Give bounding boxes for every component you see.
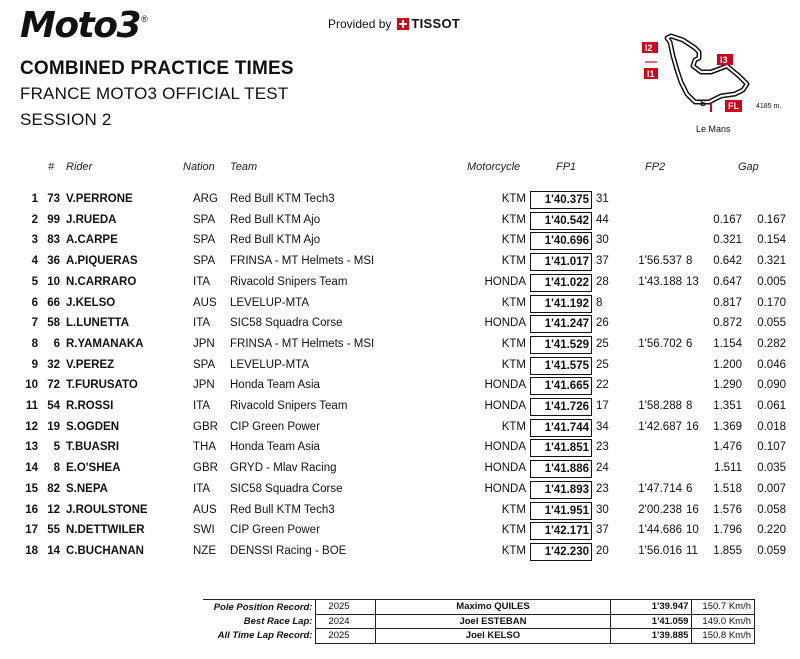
position-cell: 11 <box>25 400 38 412</box>
col-header-motorcycle: Motorcycle <box>467 161 521 173</box>
gap-previous-cell: 0.055 <box>757 317 786 330</box>
gap-first-cell: 1.855 <box>713 544 742 557</box>
fp1-laps-cell: 25 <box>596 337 609 350</box>
team-cell: GRYD - Mlav Racing <box>230 462 337 475</box>
fp1-laps-cell: 44 <box>596 213 609 226</box>
record-year: 2025 <box>316 600 376 615</box>
nation-cell: THA <box>193 441 216 454</box>
fp2-time-cell: 1'56.016 <box>638 544 682 557</box>
rider-number-cell: 12 <box>47 503 60 516</box>
rider-name-cell: T.BUASRI <box>66 441 120 454</box>
rider-number-cell: 83 <box>47 234 60 247</box>
fp1-laps-cell: 30 <box>596 503 609 516</box>
motorcycle-cell: KTM <box>501 213 526 226</box>
gap-previous-cell: 0.007 <box>757 482 786 495</box>
motorcycle-cell: HONDA <box>484 482 526 495</box>
record-label: Pole Position Record: <box>203 600 316 615</box>
rider-name-cell: S.OGDEN <box>66 420 120 433</box>
rider-name-cell: E.O'SHEA <box>66 462 121 475</box>
fp1-time-cell: 1'42.230 <box>530 543 592 561</box>
record-row <box>203 629 755 644</box>
table-row <box>0 273 800 293</box>
team-cell: FRINSA - MT Helmets - MSI <box>230 255 375 268</box>
motorcycle-cell: HONDA <box>484 379 526 392</box>
track-outline <box>667 36 747 102</box>
gap-previous-cell: 0.061 <box>757 400 786 412</box>
rider-number-cell: 72 <box>47 379 60 392</box>
motorcycle-cell: HONDA <box>484 275 526 288</box>
position-cell: 8 <box>31 337 38 350</box>
table-row <box>0 314 800 334</box>
motorcycle-cell: KTM <box>501 420 526 433</box>
fp2-time-cell: 1'44.686 <box>638 524 682 537</box>
table-row <box>0 335 800 355</box>
team-cell: Honda Team Asia <box>230 441 320 454</box>
gap-previous-cell: 0.058 <box>757 503 786 516</box>
fp2-laps-cell: 10 <box>686 524 699 537</box>
rider-number-cell: 5 <box>53 441 60 454</box>
rider-name-cell: C.BUCHANAN <box>66 544 144 557</box>
nation-cell: ITA <box>193 275 211 288</box>
gap-first-cell: 1.154 <box>713 337 742 350</box>
fp1-laps-cell: 8 <box>596 296 603 309</box>
rider-name-cell: N.DETTWILER <box>66 524 145 537</box>
rider-name-cell: J.ROULSTONE <box>66 503 148 516</box>
sector-label-i2 <box>642 42 658 53</box>
records-table <box>203 599 755 644</box>
tissot-logo <box>397 16 460 31</box>
motorcycle-cell: HONDA <box>484 317 526 330</box>
gap-previous-cell: 0.170 <box>757 296 786 309</box>
record-label: Best Race Lap: <box>243 615 313 627</box>
fp1-time-cell: 1'41.665 <box>530 377 592 395</box>
position-cell: 14 <box>25 462 38 475</box>
fp2-time-cell: 1'42.687 <box>638 420 682 433</box>
table-row <box>0 459 800 479</box>
motorcycle-cell: KTM <box>501 358 526 371</box>
rider-name-cell: A.CARPE <box>66 234 118 247</box>
col-header-fp1: FP1 <box>556 161 577 173</box>
motorcycle-cell: KTM <box>501 234 526 247</box>
record-speed: 149.0 Km/h <box>692 614 755 629</box>
fp1-time-cell: 1'41.017 <box>530 253 592 271</box>
team-cell: Rivacold Snipers Team <box>230 275 348 288</box>
fp1-laps-cell: 34 <box>596 420 609 433</box>
rider-name-cell: S.NEPA <box>66 482 108 495</box>
fp1-laps-cell: 28 <box>596 275 609 288</box>
table-row <box>0 190 800 210</box>
provided-by-label: Provided by <box>328 16 392 31</box>
rider-number-cell: 19 <box>47 420 60 433</box>
fp2-time-cell: 1'58.288 <box>638 400 682 412</box>
nation-cell: ITA <box>193 317 211 330</box>
rider-number-cell: 8 <box>53 462 60 475</box>
fp1-time-cell: 1'41.893 <box>530 481 592 499</box>
nation-cell: GBR <box>193 462 218 475</box>
rider-number-cell: 32 <box>47 358 60 371</box>
session-title: SESSION 2 <box>20 110 112 129</box>
fp1-time-cell: 1'41.886 <box>530 460 592 478</box>
fp1-time-cell: 1'41.744 <box>530 419 592 437</box>
team-cell: Red Bull KTM Tech3 <box>230 503 335 516</box>
svg-text:I2: I2 <box>645 43 653 53</box>
fp2-laps-cell: 13 <box>686 275 699 288</box>
fp2-time-cell: 2'00.238 <box>638 503 682 516</box>
fp1-time-cell: 1'41.951 <box>530 502 592 520</box>
sector-label-i1 <box>644 68 658 79</box>
rider-name-cell: J.RUEDA <box>66 213 117 226</box>
record-time: 1'39.885 <box>610 629 692 644</box>
table-row <box>0 252 800 272</box>
team-cell: CIP Green Power <box>230 524 320 537</box>
table-row <box>0 211 800 231</box>
fp1-time-cell: 1'40.696 <box>530 232 592 250</box>
fp2-time-cell: 1'56.537 <box>638 255 682 268</box>
rider-name-cell: A.PIQUERAS <box>66 255 138 268</box>
team-cell: Honda Team Asia <box>230 379 320 392</box>
nation-cell: ITA <box>193 482 211 495</box>
table-row <box>0 501 800 521</box>
nation-cell: AUS <box>193 503 217 516</box>
team-cell: LEVELUP-MTA <box>230 296 310 309</box>
track-length: 4185 m. <box>756 103 782 110</box>
position-cell: 10 <box>25 379 38 392</box>
fp2-laps-cell: 6 <box>686 482 693 495</box>
position-cell: 15 <box>25 482 38 495</box>
record-row <box>203 614 755 629</box>
rider-name-cell: R.YAMANAKA <box>66 337 144 350</box>
fp1-laps-cell: 22 <box>596 379 609 392</box>
nation-cell: SPA <box>193 255 216 268</box>
gap-previous-cell: 0.005 <box>757 275 786 288</box>
gap-previous-cell: 0.220 <box>757 524 786 537</box>
fp2-laps-cell: 8 <box>686 255 693 268</box>
start-label: S <box>700 98 707 108</box>
sponsor-credit <box>328 16 460 31</box>
record-rider: Joel KELSO <box>376 629 611 644</box>
team-cell: FRINSA - MT Helmets - MSI <box>230 337 375 350</box>
gap-previous-cell: 0.046 <box>757 358 786 371</box>
fp2-laps-cell: 16 <box>686 420 699 433</box>
fp1-time-cell: 1'41.192 <box>530 295 592 313</box>
nation-cell: SPA <box>193 234 216 247</box>
record-rider: Joel ESTEBAN <box>376 614 611 629</box>
fp2-laps-cell: 6 <box>686 337 693 350</box>
fp2-time-cell: 1'43.188 <box>638 275 682 288</box>
fp1-time-cell: 1'41.247 <box>530 315 592 333</box>
fp1-time-cell: 1'40.375 <box>530 191 592 209</box>
gap-first-cell: 1.200 <box>713 358 742 371</box>
gap-first-cell: 1.518 <box>713 482 742 495</box>
rider-number-cell: 54 <box>47 400 60 412</box>
nation-cell: GBR <box>193 420 218 433</box>
gap-first-cell: 1.576 <box>713 503 742 516</box>
track-name: Le Mans <box>696 124 731 134</box>
position-cell: 17 <box>25 524 38 537</box>
fp1-laps-cell: 37 <box>596 524 609 537</box>
rider-name-cell: V.PEREZ <box>66 358 115 371</box>
gap-previous-cell: 0.059 <box>757 544 786 557</box>
fp1-time-cell: 1'41.022 <box>530 274 592 292</box>
gap-previous-cell: 0.090 <box>757 379 786 392</box>
nation-cell: SPA <box>193 213 216 226</box>
page-title: COMBINED PRACTICE TIMES <box>20 58 294 79</box>
nation-cell: JPN <box>193 337 215 350</box>
position-cell: 1 <box>31 193 38 205</box>
rider-name-cell: L.LUNETTA <box>66 317 130 330</box>
team-cell: DENSSI Racing - BOE <box>230 544 347 557</box>
fp1-time-cell: 1'41.726 <box>530 398 592 416</box>
record-year: 2024 <box>316 614 376 629</box>
fp2-laps-cell: 11 <box>686 544 698 557</box>
fp1-laps-cell: 17 <box>596 400 609 412</box>
col-header-nation: Nation <box>183 161 215 173</box>
fp1-time-cell: 1'41.575 <box>530 357 592 375</box>
motorcycle-cell: KTM <box>501 337 526 350</box>
position-cell: 6 <box>31 296 38 309</box>
table-row <box>0 480 800 500</box>
rider-number-cell: 82 <box>47 482 60 495</box>
rider-number-cell: 55 <box>47 524 60 537</box>
position-cell: 13 <box>25 441 38 454</box>
position-cell: 12 <box>25 420 38 433</box>
finish-line-label <box>725 100 742 112</box>
fp1-laps-cell: 24 <box>596 462 609 475</box>
col-header-fp2: FP2 <box>645 161 666 173</box>
rider-name-cell: J.KELSO <box>66 296 116 309</box>
gap-previous-cell: 0.321 <box>757 255 786 268</box>
col-header-team: Team <box>230 161 258 173</box>
team-cell: Red Bull KTM Ajo <box>230 234 321 247</box>
fp2-time-cell: 1'56.702 <box>638 337 682 350</box>
table-row <box>0 294 800 314</box>
rider-name-cell: N.CARRARO <box>66 275 137 288</box>
motorcycle-cell: KTM <box>501 503 526 516</box>
col-header-gap: Gap <box>738 161 759 173</box>
gap-previous-cell: 0.035 <box>757 462 786 475</box>
fp1-laps-cell: 20 <box>596 544 609 557</box>
team-cell: Red Bull KTM Tech3 <box>230 193 335 205</box>
gap-first-cell: 0.321 <box>713 234 742 247</box>
rider-number-cell: 66 <box>47 296 60 309</box>
fp1-laps-cell: 23 <box>596 482 609 495</box>
rider-number-cell: 58 <box>47 317 60 330</box>
motorcycle-cell: KTM <box>501 544 526 557</box>
team-cell: Rivacold Snipers Team <box>230 400 348 412</box>
team-cell: CIP Green Power <box>230 420 320 433</box>
position-cell: 5 <box>31 275 38 288</box>
rider-number-cell: 73 <box>47 193 60 205</box>
motorcycle-cell: KTM <box>501 296 526 309</box>
motorcycle-cell: HONDA <box>484 441 526 454</box>
gap-first-cell: 1.369 <box>713 420 742 433</box>
fp1-laps-cell: 23 <box>596 441 609 454</box>
position-cell: 4 <box>31 255 38 268</box>
gap-previous-cell: 0.167 <box>757 213 786 226</box>
record-row <box>203 600 755 615</box>
rider-number-cell: 10 <box>47 275 60 288</box>
fp1-time-cell: 1'42.171 <box>530 522 592 540</box>
position-cell: 2 <box>31 213 38 226</box>
team-cell: SIC58 Squadra Corse <box>230 482 343 495</box>
nation-cell: ITA <box>193 400 211 412</box>
rider-number-cell: 14 <box>47 544 60 557</box>
fp1-time-cell: 1'41.851 <box>530 439 592 457</box>
nation-cell: JPN <box>193 379 215 392</box>
gap-first-cell: 0.647 <box>713 275 742 288</box>
fp2-time-cell: 1'47.714 <box>638 482 682 495</box>
col-header-pos: # <box>48 161 55 173</box>
gap-first-cell: 1.351 <box>713 400 742 412</box>
position-cell: 16 <box>25 503 38 516</box>
swiss-cross-icon <box>397 18 409 30</box>
record-time: 1'41.059 <box>610 614 692 629</box>
nation-cell: AUS <box>193 296 217 309</box>
table-row <box>0 438 800 458</box>
motorcycle-cell: KTM <box>501 524 526 537</box>
gap-first-cell: 0.817 <box>713 296 742 309</box>
fp1-laps-cell: 25 <box>596 358 609 371</box>
rider-number-cell: 36 <box>47 255 60 268</box>
motorcycle-cell: KTM <box>501 193 526 205</box>
sector-label-i3 <box>717 54 733 65</box>
rider-name-cell: R.ROSSI <box>66 400 114 412</box>
nation-cell: NZE <box>193 544 216 557</box>
gap-first-cell: 0.642 <box>713 255 742 268</box>
nation-cell: SPA <box>193 358 216 371</box>
logo-text: Moto3 <box>20 5 141 46</box>
gap-previous-cell: 0.282 <box>757 337 786 350</box>
fp1-time-cell: 1'41.529 <box>530 336 592 354</box>
nation-cell: ARG <box>193 193 218 205</box>
gap-first-cell: 1.290 <box>713 379 742 392</box>
table-row <box>0 418 800 438</box>
gap-first-cell: 1.511 <box>714 462 742 475</box>
fp2-laps-cell: 8 <box>686 400 693 412</box>
svg-text:FL: FL <box>728 101 739 111</box>
fp1-laps-cell: 30 <box>596 234 609 247</box>
fp1-time-cell: 1'40.542 <box>530 212 592 230</box>
position-cell: 3 <box>31 234 38 247</box>
logo-trademark: ® <box>141 14 148 24</box>
svg-text:I3: I3 <box>720 55 728 65</box>
position-cell: 18 <box>25 544 38 557</box>
table-row <box>0 231 800 251</box>
table-row <box>0 376 800 396</box>
table-row <box>0 397 800 417</box>
position-cell: 9 <box>31 358 38 371</box>
fp1-laps-cell: 26 <box>596 317 609 330</box>
col-header-rider: Rider <box>66 161 93 173</box>
team-cell: SIC58 Squadra Corse <box>230 317 343 330</box>
table-row <box>0 542 800 562</box>
gap-first-cell: 0.872 <box>713 317 742 330</box>
nation-cell: SWI <box>193 524 215 537</box>
motorcycle-cell: KTM <box>501 255 526 268</box>
event-title: FRANCE MOTO3 OFFICIAL TEST <box>20 84 289 103</box>
gap-previous-cell: 0.107 <box>757 441 786 454</box>
moto3-logo <box>20 4 147 46</box>
motorcycle-cell: HONDA <box>484 400 526 412</box>
motorcycle-cell: HONDA <box>484 462 526 475</box>
fp1-laps-cell: 37 <box>596 255 609 268</box>
svg-text:I1: I1 <box>647 69 655 79</box>
record-speed: 150.7 Km/h <box>692 600 755 615</box>
team-cell: Red Bull KTM Ajo <box>230 213 321 226</box>
gap-first-cell: 1.476 <box>713 441 742 454</box>
table-row <box>0 521 800 541</box>
fp2-laps-cell: 16 <box>686 503 699 516</box>
table-row <box>0 356 800 376</box>
record-label: All Time Lap Record: <box>217 630 313 642</box>
gap-previous-cell: 0.154 <box>757 234 786 247</box>
record-speed: 150.8 Km/h <box>692 629 755 644</box>
gap-previous-cell: 0.018 <box>757 420 786 433</box>
team-cell: LEVELUP-MTA <box>230 358 310 371</box>
rider-name-cell: V.PERRONE <box>66 193 133 205</box>
record-rider: Maximo QUILES <box>376 600 611 615</box>
rider-number-cell: 6 <box>53 337 60 350</box>
fp1-laps-cell: 31 <box>596 193 609 205</box>
gap-first-cell: 1.796 <box>713 524 742 537</box>
record-time: 1'39.947 <box>610 600 692 615</box>
gap-first-cell: 0.167 <box>713 213 742 226</box>
record-year: 2025 <box>316 629 376 644</box>
rider-name-cell: T.FURUSATO <box>66 379 138 392</box>
sponsor-name: TISSOT <box>411 16 461 31</box>
position-cell: 7 <box>31 317 38 330</box>
rider-number-cell: 99 <box>47 213 60 226</box>
